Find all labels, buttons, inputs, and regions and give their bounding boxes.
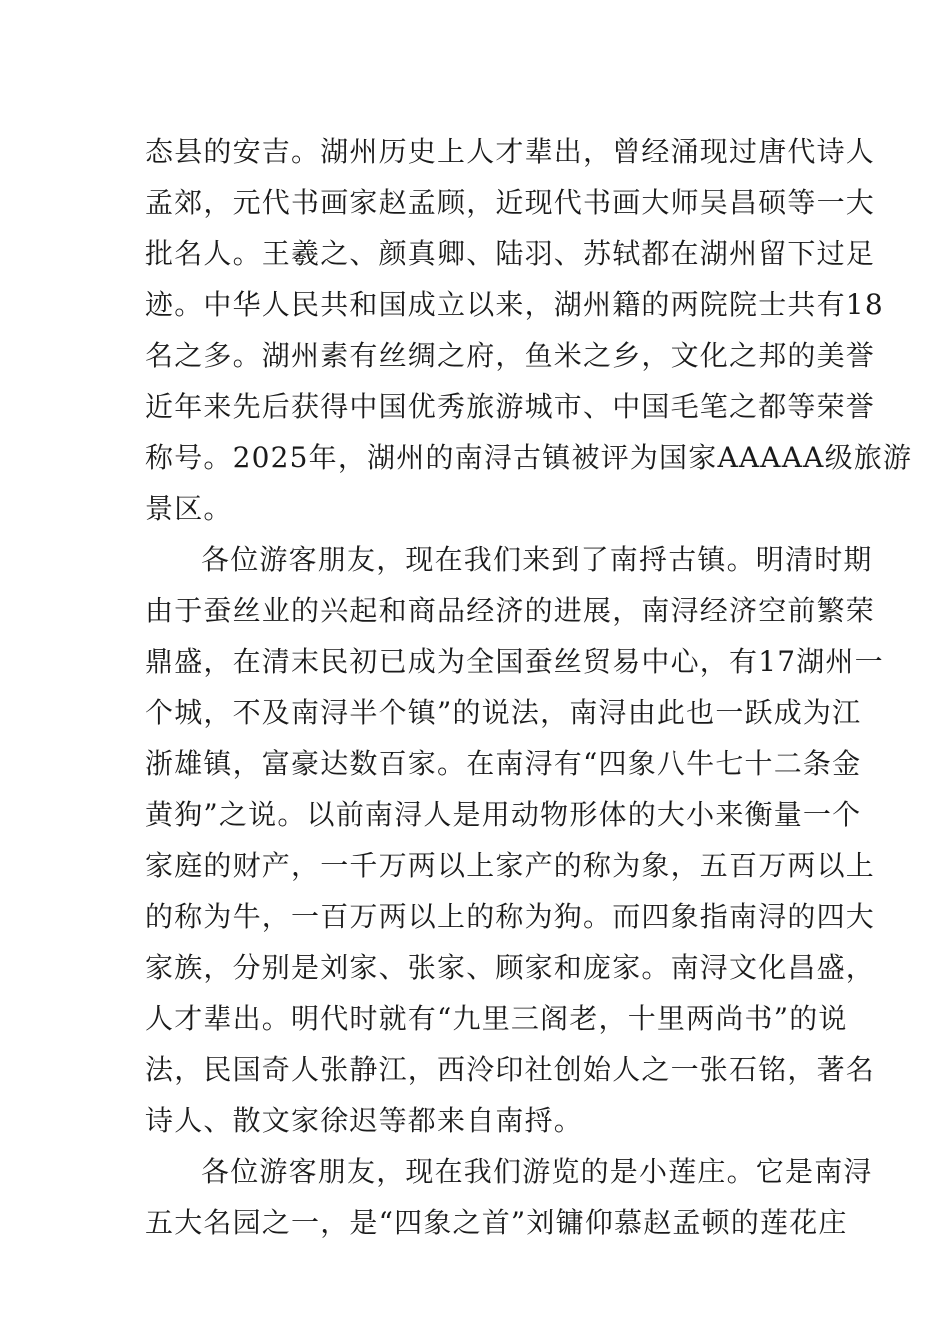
text-line: 的称为牛，一百万两以上的称为狗。而四象指南浔的四大 bbox=[145, 900, 876, 933]
paragraph-xiaolianzhuang bbox=[145, 1146, 873, 1248]
document-body bbox=[145, 126, 913, 1248]
text-line: 黄狗”之说。以前南浔人是用动物形体的大小来衡量一个 bbox=[145, 798, 862, 831]
text-line: 近年来先后获得中国优秀旅游城市、中国毛笔之都等荣誉 bbox=[145, 390, 876, 423]
text-line: 五大名园之一，是“四象之首”刘镛仰慕赵孟顿的莲花庄 bbox=[145, 1206, 848, 1239]
text-line: 鼎盛，在清末民初已成为全国蚕丝贸易中心，有17湖州一 bbox=[145, 645, 884, 678]
text-line: 批名人。王羲之、颜真卿、陆羽、苏轼都在湖州留下过足 bbox=[145, 237, 876, 270]
text-line: 诗人、散文家徐迟等都来自南捋。 bbox=[145, 1104, 584, 1137]
text-line: 孟郊，元代书画家赵孟顾，近现代书画大师吴昌硕等一大 bbox=[145, 186, 876, 219]
paragraph-nanxun-town bbox=[145, 534, 884, 1146]
text-line: 个城，不及南浔半个镇”的说法，南浔由此也一跃成为江 bbox=[145, 696, 862, 729]
text-line: 迹。中华人民共和国成立以来，湖州籍的两院院士共有18 bbox=[145, 288, 884, 321]
text-line: 名之多。湖州素有丝绸之府，鱼米之乡，文化之邦的美誉 bbox=[145, 339, 876, 372]
text-line: 景区。 bbox=[145, 492, 233, 525]
text-line: 法，民国奇人张静江，西泠印社创始人之一张石铭，著名 bbox=[145, 1053, 876, 1086]
text-line: 各位游客朋友，现在我们来到了南捋古镇。明清时期 bbox=[201, 543, 873, 576]
text-line: 称号。2025年，湖州的南浔古镇被评为国家AAAAA级旅游 bbox=[145, 441, 913, 474]
text-line: 家族，分别是刘家、张家、顾家和庞家。南浔文化昌盛， bbox=[145, 951, 876, 984]
text-line: 各位游客朋友，现在我们游览的是小莲庄。它是南浔 bbox=[201, 1155, 873, 1188]
text-line: 浙雄镇，富豪达数百家。在南浔有“四象八牛七十二条金 bbox=[145, 747, 862, 780]
text-line: 家庭的财产，一千万两以上家产的称为象，五百万两以上 bbox=[145, 849, 876, 882]
text-line: 态县的安吉。湖州历史上人才辈出，曾经涌现过唐代诗人 bbox=[145, 135, 876, 168]
text-line: 由于蚕丝业的兴起和商品经济的进展，南浔经济空前繁荣 bbox=[145, 594, 876, 627]
paragraph-huzhou-history bbox=[145, 126, 913, 534]
text-line: 人才辈出。明代时就有“九里三阁老，十里两尚书”的说 bbox=[145, 1002, 848, 1035]
